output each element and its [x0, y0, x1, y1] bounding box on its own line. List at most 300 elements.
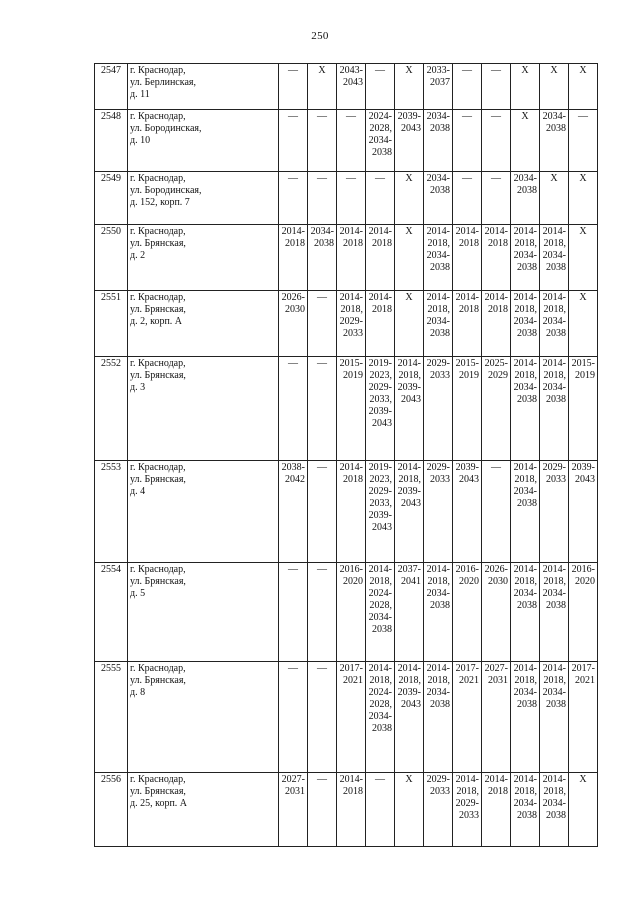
table-row: [95, 461, 598, 563]
period-value: 2038: [314, 238, 334, 249]
address-cell: [128, 662, 279, 773]
schedule-table-body: [95, 64, 598, 847]
period-value: 2027-: [484, 663, 508, 674]
period-value: 2019: [459, 370, 479, 381]
address-cell: [128, 773, 279, 847]
period-value: 2038: [517, 185, 537, 196]
period-cell: [453, 225, 482, 291]
period-value: 2038: [517, 498, 537, 509]
period-cell: [569, 172, 598, 225]
period-value: Х: [521, 65, 529, 76]
period-value: Х: [521, 111, 529, 122]
period-value: 2014-: [281, 226, 305, 237]
address-line: д. 152, корп. 7: [130, 197, 190, 208]
period-value: 2014-: [455, 226, 479, 237]
period-value: 2018,: [514, 238, 537, 249]
period-value: 2014-: [513, 774, 537, 785]
period-value: 2014-: [368, 226, 392, 237]
period-value: 2033: [459, 810, 479, 821]
period-value: —: [491, 65, 501, 76]
period-value: 2016-: [339, 564, 363, 575]
address-line: ул. Брянская,: [130, 675, 186, 686]
period-value: 2014-: [484, 292, 508, 303]
period-cell: [540, 461, 569, 563]
period-value: —: [288, 111, 298, 122]
period-value: 2038: [517, 600, 537, 611]
period-cell: [424, 563, 453, 662]
period-value: —: [375, 65, 385, 76]
period-cell: [569, 773, 598, 847]
period-value: 2039-: [397, 687, 421, 698]
period-value: 2039-: [397, 111, 421, 122]
period-value: 2018: [488, 786, 508, 797]
period-value: 2014-: [542, 226, 566, 237]
period-value: Х: [579, 173, 587, 184]
period-cell: [453, 172, 482, 225]
period-value: 2018: [459, 304, 479, 315]
address-line: ул. Брянская,: [130, 474, 186, 485]
address-line: г. Краснодар,: [130, 462, 186, 473]
period-value: —: [491, 462, 501, 473]
period-cell: [453, 563, 482, 662]
address-line: г. Краснодар,: [130, 564, 186, 575]
period-value: 2038: [517, 394, 537, 405]
row-number: 2555: [95, 662, 128, 773]
period-cell: [279, 225, 308, 291]
address-cell: [128, 291, 279, 357]
table-row: [95, 563, 598, 662]
period-value: 2038: [517, 810, 537, 821]
period-value: 2014-: [513, 564, 537, 575]
period-value: —: [462, 173, 472, 184]
period-value: 2018: [285, 238, 305, 249]
period-value: 2018,: [427, 576, 450, 587]
period-value: 2014-: [542, 663, 566, 674]
period-cell: [279, 563, 308, 662]
period-value: 2029-: [426, 358, 450, 369]
row-number: 2548: [95, 110, 128, 172]
period-value: 2028,: [369, 699, 392, 710]
period-value: —: [288, 564, 298, 575]
period-value: 2038: [430, 328, 450, 339]
period-cell: [308, 110, 337, 172]
period-value: 2014-: [542, 774, 566, 785]
period-value: 2038: [546, 394, 566, 405]
period-value: Х: [579, 774, 587, 785]
period-value: 2034-: [542, 250, 566, 261]
period-value: —: [375, 774, 385, 785]
period-cell: [366, 461, 395, 563]
period-value: 2038: [546, 262, 566, 273]
period-value: 2018,: [514, 786, 537, 797]
period-cell: [424, 291, 453, 357]
period-value: 2014-: [339, 226, 363, 237]
period-value: 2014-: [426, 564, 450, 575]
period-cell: [482, 225, 511, 291]
period-value: 2018,: [427, 238, 450, 249]
period-value: 2014-: [397, 663, 421, 674]
period-cell: [540, 225, 569, 291]
address-cell: [128, 461, 279, 563]
address-cell: [128, 225, 279, 291]
address-cell: [128, 563, 279, 662]
period-cell: [308, 172, 337, 225]
period-value: 2043: [401, 394, 421, 405]
period-value: 2034-: [368, 612, 392, 623]
period-value: 2014-: [513, 226, 537, 237]
period-cell: [569, 461, 598, 563]
address-line: г. Краснодар,: [130, 111, 186, 122]
address-line: г. Краснодар,: [130, 65, 186, 76]
period-value: 2034-: [542, 111, 566, 122]
period-cell: [424, 172, 453, 225]
period-value: 2018,: [456, 786, 479, 797]
period-value: 2038: [546, 699, 566, 710]
period-cell: [337, 64, 366, 110]
period-value: 2038: [372, 147, 392, 158]
period-cell: [424, 773, 453, 847]
period-value: 2029-: [542, 462, 566, 473]
row-number: 2556: [95, 773, 128, 847]
period-value: 2043: [343, 77, 363, 88]
address-line: г. Краснодар,: [130, 358, 186, 369]
period-value: 2018,: [514, 304, 537, 315]
period-value: 2014-: [339, 292, 363, 303]
address-line: д. 8: [130, 687, 146, 698]
address-line: д. 4: [130, 486, 146, 497]
period-value: 2043: [459, 474, 479, 485]
period-cell: [279, 662, 308, 773]
period-value: 2026-: [281, 292, 305, 303]
period-value: 2029-: [426, 462, 450, 473]
period-cell: [308, 773, 337, 847]
period-value: 2020: [575, 576, 595, 587]
period-value: 2034-: [368, 711, 392, 722]
period-value: 2039-: [455, 462, 479, 473]
period-cell: [511, 225, 540, 291]
period-value: 2038-: [281, 462, 305, 473]
period-value: —: [346, 111, 356, 122]
period-value: 2031: [488, 675, 508, 686]
period-value: Х: [405, 774, 413, 785]
period-cell: [482, 64, 511, 110]
period-value: 2016-: [455, 564, 479, 575]
period-value: 2018: [488, 304, 508, 315]
period-value: —: [317, 292, 327, 303]
period-value: —: [346, 173, 356, 184]
period-cell: [308, 563, 337, 662]
period-value: 2034-: [513, 250, 537, 261]
period-value: Х: [405, 65, 413, 76]
period-cell: [308, 461, 337, 563]
period-cell: [395, 357, 424, 461]
period-cell: [482, 110, 511, 172]
period-cell: [337, 291, 366, 357]
period-cell: [511, 110, 540, 172]
period-cell: [453, 662, 482, 773]
period-value: 2033,: [369, 394, 392, 405]
period-value: 2021: [459, 675, 479, 686]
period-value: 2034-: [310, 226, 334, 237]
period-cell: [569, 110, 598, 172]
period-value: —: [317, 173, 327, 184]
period-value: 2038: [546, 123, 566, 134]
period-cell: [511, 357, 540, 461]
period-value: 2030: [285, 304, 305, 315]
table-row: [95, 662, 598, 773]
period-value: 2018,: [398, 370, 421, 381]
period-value: Х: [579, 65, 587, 76]
period-value: 2019-: [368, 358, 392, 369]
period-cell: [424, 64, 453, 110]
row-number: 2554: [95, 563, 128, 662]
address-line: ул. Брянская,: [130, 786, 186, 797]
period-value: 2029-: [455, 798, 479, 809]
period-cell: [279, 291, 308, 357]
period-cell: [337, 461, 366, 563]
period-cell: [424, 461, 453, 563]
period-cell: [366, 225, 395, 291]
period-value: 2026-: [484, 564, 508, 575]
period-value: 2034-: [542, 382, 566, 393]
period-value: 2025-: [484, 358, 508, 369]
period-value: 2014-: [542, 358, 566, 369]
row-number: 2547: [95, 64, 128, 110]
period-value: 2038: [430, 699, 450, 710]
period-value: 2038: [517, 328, 537, 339]
period-value: 2014-: [513, 663, 537, 674]
period-cell: [366, 64, 395, 110]
period-cell: [395, 662, 424, 773]
period-value: 2034-: [513, 798, 537, 809]
period-value: 2018,: [543, 675, 566, 686]
period-cell: [453, 64, 482, 110]
table-row: [95, 357, 598, 461]
period-value: 2019-: [368, 462, 392, 473]
period-value: 2039-: [397, 486, 421, 497]
period-value: 2014-: [513, 462, 537, 473]
period-value: 2021: [343, 675, 363, 686]
row-number: 2551: [95, 291, 128, 357]
period-value: 2034-: [426, 250, 450, 261]
period-cell: [279, 357, 308, 461]
period-value: 2018,: [543, 238, 566, 249]
period-value: 2033: [546, 474, 566, 485]
period-value: 2018,: [369, 576, 392, 587]
period-value: 2014-: [397, 358, 421, 369]
address-line: д. 3: [130, 382, 146, 393]
period-cell: [337, 225, 366, 291]
period-value: 2034-: [542, 588, 566, 599]
address-cell: [128, 172, 279, 225]
address-line: д. 5: [130, 588, 146, 599]
period-value: 2041: [401, 576, 421, 587]
period-cell: [279, 172, 308, 225]
period-value: —: [317, 663, 327, 674]
address-line: г. Краснодар,: [130, 173, 186, 184]
period-cell: [308, 64, 337, 110]
period-cell: [337, 172, 366, 225]
period-cell: [482, 291, 511, 357]
period-cell: [482, 461, 511, 563]
address-cell: [128, 357, 279, 461]
period-cell: [337, 662, 366, 773]
period-value: 2043: [575, 474, 595, 485]
period-value: 2015-: [571, 358, 595, 369]
period-value: 2034-: [426, 316, 450, 327]
period-value: 2034-: [426, 173, 450, 184]
period-value: Х: [318, 65, 326, 76]
period-value: —: [317, 462, 327, 473]
period-cell: [366, 291, 395, 357]
period-cell: [337, 357, 366, 461]
address-line: г. Краснодар,: [130, 774, 186, 785]
period-cell: [540, 563, 569, 662]
period-value: 2016-: [571, 564, 595, 575]
period-value: 2033-: [426, 65, 450, 76]
period-cell: [569, 563, 598, 662]
period-value: 2015-: [339, 358, 363, 369]
address-line: ул. Брянская,: [130, 238, 186, 249]
period-cell: [366, 563, 395, 662]
table-row: [95, 225, 598, 291]
period-cell: [395, 563, 424, 662]
period-value: 2020: [459, 576, 479, 587]
period-value: 2034-: [368, 135, 392, 146]
period-value: 2018: [372, 238, 392, 249]
period-cell: [366, 110, 395, 172]
period-value: 2034-: [426, 588, 450, 599]
period-value: —: [491, 173, 501, 184]
period-value: 2023,: [369, 370, 392, 381]
period-value: 2014-: [368, 663, 392, 674]
period-value: 2034-: [542, 316, 566, 327]
address-line: ул. Брянская,: [130, 576, 186, 587]
period-value: 2029-: [368, 486, 392, 497]
table-row: [95, 291, 598, 357]
period-value: 2018: [343, 238, 363, 249]
period-cell: [366, 773, 395, 847]
period-value: 2014-: [484, 226, 508, 237]
period-cell: [279, 773, 308, 847]
address-line: ул. Берлинская,: [130, 77, 196, 88]
period-value: 2020: [343, 576, 363, 587]
period-cell: [453, 461, 482, 563]
period-value: Х: [550, 173, 558, 184]
period-cell: [569, 357, 598, 461]
schedule-table: [94, 63, 598, 847]
period-cell: [511, 461, 540, 563]
period-cell: [540, 773, 569, 847]
period-value: —: [317, 358, 327, 369]
period-value: 2014-: [513, 292, 537, 303]
period-cell: [337, 110, 366, 172]
period-value: 2018,: [398, 675, 421, 686]
period-value: 2037: [430, 77, 450, 88]
period-value: 2039-: [571, 462, 595, 473]
period-cell: [453, 291, 482, 357]
period-value: 2043: [401, 123, 421, 134]
period-cell: [453, 357, 482, 461]
period-value: 2014-: [426, 226, 450, 237]
address-line: д. 25, корп. А: [130, 798, 188, 809]
period-value: 2029-: [426, 774, 450, 785]
row-number: 2549: [95, 172, 128, 225]
period-value: —: [462, 111, 472, 122]
period-value: 2018: [372, 304, 392, 315]
period-value: 2042: [285, 474, 305, 485]
period-value: 2014-: [339, 462, 363, 473]
address-line: г. Краснодар,: [130, 292, 186, 303]
period-cell: [482, 172, 511, 225]
period-cell: [308, 225, 337, 291]
period-value: 2014-: [484, 774, 508, 785]
period-cell: [366, 357, 395, 461]
period-value: 2021: [575, 675, 595, 686]
period-value: 2043-: [339, 65, 363, 76]
period-value: 2043: [372, 418, 392, 429]
period-value: Х: [405, 292, 413, 303]
period-value: 2034-: [513, 173, 537, 184]
period-cell: [279, 110, 308, 172]
period-cell: [540, 291, 569, 357]
period-value: 2017-: [455, 663, 479, 674]
period-value: 2038: [430, 185, 450, 196]
period-cell: [279, 461, 308, 563]
period-cell: [453, 773, 482, 847]
period-value: 2018,: [369, 675, 392, 686]
period-value: Х: [405, 173, 413, 184]
period-value: 2018,: [340, 304, 363, 315]
period-cell: [395, 110, 424, 172]
period-value: 2018,: [427, 675, 450, 686]
period-value: 2034-: [542, 798, 566, 809]
period-value: 2024-: [368, 111, 392, 122]
period-value: 2029: [488, 370, 508, 381]
row-number: 2553: [95, 461, 128, 563]
period-value: 2018: [459, 238, 479, 249]
period-value: 2038: [517, 699, 537, 710]
period-value: 2034-: [513, 382, 537, 393]
period-value: Х: [405, 226, 413, 237]
period-value: —: [317, 774, 327, 785]
period-value: 2014-: [513, 358, 537, 369]
period-value: 2028,: [369, 600, 392, 611]
period-cell: [424, 357, 453, 461]
period-cell: [511, 563, 540, 662]
period-cell: [482, 773, 511, 847]
period-cell: [540, 172, 569, 225]
period-cell: [395, 172, 424, 225]
period-cell: [337, 773, 366, 847]
period-value: 2015-: [455, 358, 479, 369]
period-value: 2018,: [398, 474, 421, 485]
period-value: 2033,: [369, 498, 392, 509]
period-value: 2024-: [368, 588, 392, 599]
period-value: 2018,: [543, 304, 566, 315]
period-value: 2038: [546, 600, 566, 611]
period-value: 2018,: [543, 576, 566, 587]
period-cell: [366, 172, 395, 225]
address-line: ул. Бородинская,: [130, 123, 202, 134]
period-value: 2034-: [426, 111, 450, 122]
period-value: 2014-: [455, 292, 479, 303]
period-value: 2038: [546, 810, 566, 821]
period-value: 2034-: [513, 316, 537, 327]
period-cell: [424, 662, 453, 773]
period-value: Х: [550, 65, 558, 76]
period-value: 2018,: [514, 370, 537, 381]
